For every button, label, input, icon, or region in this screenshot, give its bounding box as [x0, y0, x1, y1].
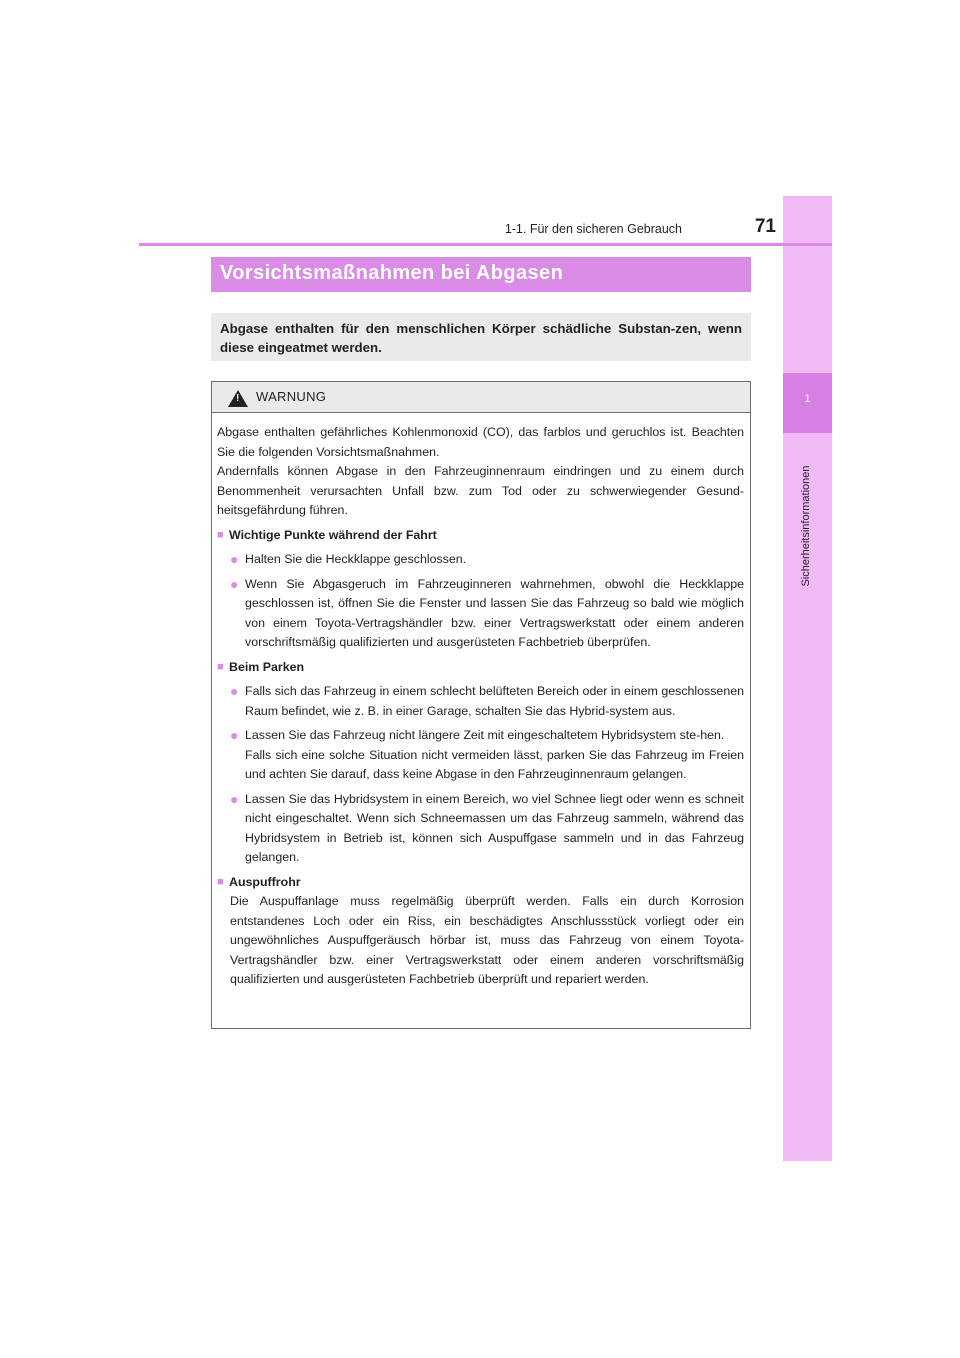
section-text: Die Auspuffanlage muss regelmäßig überprüft werden. Falls ein durch Korrosion entstandenes Loch oder ein Riss, ein beschädigtes Anschlussstück vorliegt oder ein ungewöhnliches Auspuffgeräusch hörbar ist, muss das Fahrzeug von einem Toyota-Vertragshändler bzw. einer Vertragswerkstatt oder einem anderen vorschriftsmäßig qualifizierten und ausgerüsteten Fachbetrieb überprüft und repariert werden.: [230, 894, 744, 986]
warning-header: [212, 382, 750, 413]
circle-bullet-icon: ●: [230, 551, 239, 567]
square-bullet-icon: ■: [217, 875, 224, 888]
list-item-text: Lassen Sie das Fahrzeug nicht längere Zeit mit eingeschaltetem Hybridsystem ste-hen.: [245, 728, 725, 742]
warning-box: [211, 381, 751, 1029]
section-heading: [217, 658, 744, 678]
warning-triangle-icon: !: [228, 390, 248, 407]
section-heading: [217, 526, 744, 546]
page-title-bar: [211, 257, 751, 292]
chapter-side-tab: [783, 196, 832, 1161]
square-bullet-icon: ■: [217, 660, 224, 673]
header-divider: [139, 243, 832, 246]
section-title: Auspuffrohr: [229, 874, 301, 889]
chapter-number: 1: [804, 393, 811, 405]
warning-intro-line: Andernfalls können Abgase in den Fahrzeuginnenraum eindringen und zu einem durch Benommenheit verursachten Unfall bzw. zum Tod oder zu schwerwiegender Gesund-heitsgefährdung führen.: [217, 464, 744, 517]
section-reference: 1-1. Für den sicheren Gebrauch: [504, 222, 682, 236]
section-heading: [217, 873, 744, 893]
list-item-text: Falls sich das Fahrzeug in einem schlecht belüfteten Bereich oder in einem geschlossenen Raum befindet, wie z. B. in einer Garage, schalten Sie das Hybrid-system aus.: [245, 684, 744, 718]
page-title: Vorsichtsmaßnahmen bei Abgasen: [220, 262, 564, 284]
list-item-continuation: Falls sich eine solche Situation nicht vermeiden lässt, parken Sie das Fahrzeug im Freien und achten Sie darauf, dass keine Abgase in den Fahrzeuginnenraum gelangen.: [245, 747, 744, 781]
list-item-text: Wenn Sie Abgasgeruch im Fahrzeuginneren wahrnehmen, obwohl die Heckklappe geschlossen ist, öffnen Sie die Fenster und lassen Sie das Fahrzeug so bald wie möglich von einem Toyota-Vertragshändler bzw. einer Vertragswerkstatt oder einem anderen vorschriftsmäßig qualifizierten und ausgerüsteten Fachbetrieb überprüfen.: [245, 576, 744, 649]
circle-bullet-icon: ●: [230, 790, 239, 807]
warning-body: [217, 423, 744, 990]
circle-bullet-icon: ●: [230, 575, 239, 592]
list-item-text: Lassen Sie das Hybridsystem in einem Bereich, wo viel Schnee liegt oder wenn es schneit nicht eingeschaltet. Wenn sich Schneemassen um das Fahrzeug sammeln, während das Hybridsystem in Betrieb ist, können sich Auspuffgase sammeln und in das Fahrzeug gelangen.: [245, 791, 744, 864]
section-title: Wichtige Punkte während der Fahrt: [229, 527, 437, 542]
list-item-text: Halten Sie die Heckklappe geschlossen.: [245, 552, 467, 566]
list-item-content: [245, 726, 744, 785]
list-item: [217, 550, 744, 570]
chapter-title-container: [783, 436, 832, 616]
warning-intro-line: Abgase enthalten gefährliches Kohlenmonoxid (CO), das farblos und geruchlos ist. Beachten Sie die folgenden Vorsichtsmaßnahmen.: [217, 425, 744, 459]
warning-label: WARNUNG: [256, 389, 327, 404]
section-title: Beim Parken: [229, 659, 305, 674]
chapter-title: Sicherheitsinformationen: [800, 465, 812, 587]
page-number: 71: [754, 216, 776, 237]
list-item: [217, 682, 744, 721]
circle-bullet-icon: ●: [230, 683, 239, 699]
list-item: [217, 790, 744, 868]
square-bullet-icon: ■: [217, 528, 224, 541]
list-item: [217, 726, 744, 785]
circle-bullet-icon: ●: [230, 727, 239, 743]
list-item: [217, 575, 744, 653]
intro-text: Abgase enthalten für den menschlichen Körper schädliche Substan-zen, wenn diese eingeatmet werden.: [220, 321, 742, 355]
intro-box: [211, 313, 751, 361]
